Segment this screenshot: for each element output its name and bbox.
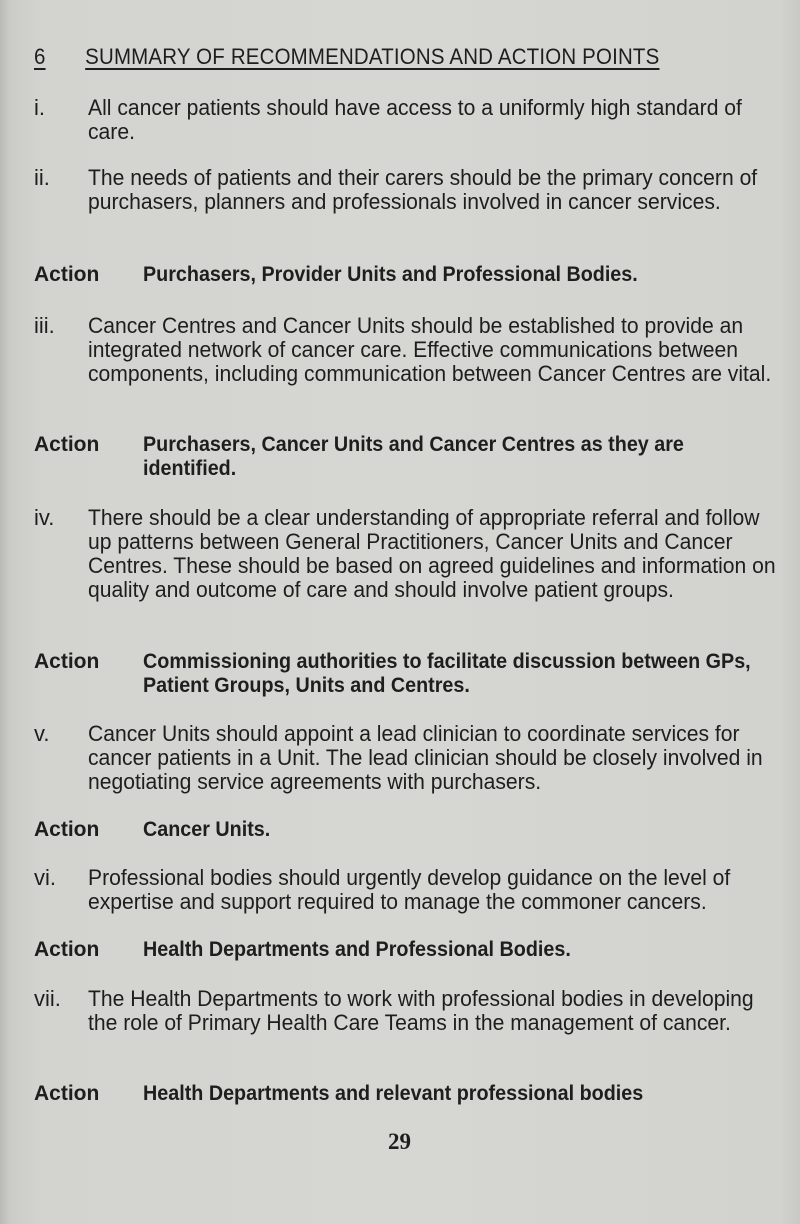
item-numeral: ii. bbox=[34, 165, 50, 190]
item-numeral: iv. bbox=[34, 505, 55, 530]
action-label: Action bbox=[34, 433, 100, 456]
recommendation-v bbox=[34, 722, 794, 794]
item-text: All cancer patients should have access to a uniformly high standard of care. bbox=[88, 95, 742, 144]
action-3 bbox=[34, 650, 794, 698]
action-text: Cancer Units. bbox=[143, 818, 271, 841]
section-number: 6 bbox=[34, 44, 46, 69]
action-4 bbox=[34, 818, 794, 842]
action-label: Action bbox=[34, 650, 100, 673]
action-label: Action bbox=[34, 938, 100, 961]
section-title: SUMMARY OF RECOMMENDATIONS AND ACTION POINTS bbox=[85, 44, 660, 69]
recommendation-vii bbox=[34, 987, 794, 1035]
recommendation-iv bbox=[34, 506, 794, 602]
action-text: Commissioning authorities to facilitate discussion between GPs, Patient Groups, Units and Centres. bbox=[143, 650, 751, 697]
action-text: Purchasers, Cancer Units and Cancer Centres as they are identified. bbox=[143, 433, 684, 480]
item-text: Cancer Units should appoint a lead clinician to coordinate services for cancer patients in a Unit. The lead clinician should be closely involved in negotiating service agreements with purchasers. bbox=[88, 721, 763, 794]
item-numeral: v. bbox=[34, 721, 50, 746]
item-numeral: vi. bbox=[34, 865, 56, 890]
item-numeral: i. bbox=[34, 95, 45, 120]
action-label: Action bbox=[34, 818, 100, 841]
action-text: Health Departments and relevant professional bodies bbox=[143, 1082, 644, 1105]
page-number: 29 bbox=[388, 1129, 411, 1154]
recommendation-iii bbox=[34, 314, 794, 386]
item-numeral: iii. bbox=[34, 313, 55, 338]
action-label: Action bbox=[34, 263, 100, 286]
action-6 bbox=[34, 1082, 794, 1106]
action-text: Health Departments and Professional Bodies. bbox=[143, 938, 571, 961]
action-text: Purchasers, Provider Units and Professional Bodies. bbox=[143, 263, 638, 286]
recommendation-vi bbox=[34, 866, 794, 914]
item-text: Cancer Centres and Cancer Units should be established to provide an integrated network of cancer care. Effective communications between components, including communication between Cancer Centres are vital. bbox=[88, 313, 772, 386]
action-5 bbox=[34, 938, 794, 962]
item-text: There should be a clear understanding of appropriate referral and follow up patterns between General Practitioners, Cancer Units and Cancer Centres. These should be based on agreed guidelines and information on quality and outcome of care and should involve patient groups. bbox=[88, 505, 776, 602]
item-text: The Health Departments to work with professional bodies in developing the role of Primary Health Care Teams in the management of cancer. bbox=[88, 986, 754, 1035]
item-numeral: vii. bbox=[34, 986, 61, 1011]
action-2 bbox=[34, 433, 794, 481]
recommendation-ii bbox=[34, 166, 794, 214]
action-1 bbox=[34, 263, 794, 287]
action-label: Action bbox=[34, 1082, 100, 1105]
item-text: Professional bodies should urgently develop guidance on the level of expertise and support required to manage the commoner cancers. bbox=[88, 865, 731, 914]
item-text: The needs of patients and their carers should be the primary concern of purchasers, planners and professionals involved in cancer services. bbox=[88, 165, 758, 214]
recommendation-i bbox=[34, 96, 794, 144]
section-heading bbox=[34, 44, 660, 70]
